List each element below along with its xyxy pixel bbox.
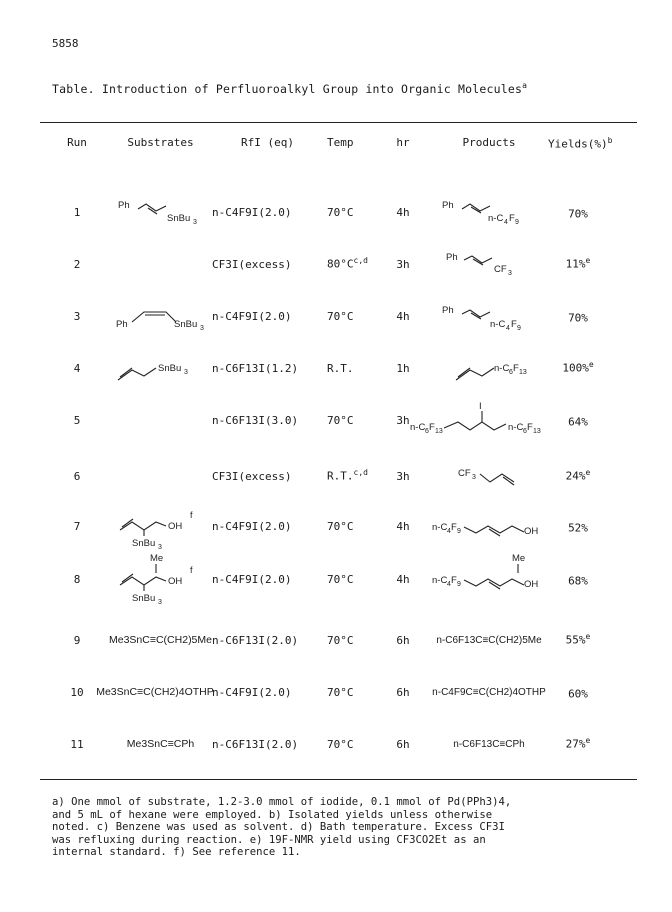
table-row — [0, 300, 672, 334]
hr-value: 6h — [396, 738, 410, 751]
svg-text:6: 6 — [523, 428, 527, 435]
yield-text: 70% — [568, 207, 588, 221]
svg-text:3: 3 — [472, 474, 476, 481]
temp-value — [327, 468, 397, 483]
rfi-value: n-C4F9I(2.0) — [212, 206, 292, 219]
svg-text:3: 3 — [184, 369, 188, 376]
svg-text:4: 4 — [506, 325, 510, 332]
yield-text: 70% — [568, 311, 588, 325]
svg-text:F: F — [509, 213, 515, 224]
run-number: 6 — [73, 470, 81, 483]
svg-text:n-C: n-C — [494, 363, 510, 374]
footnote-line: was refluxing during reaction. e) 19F-NMR yield using CF3CO2Et as an — [52, 833, 486, 846]
svg-text:13: 13 — [533, 428, 541, 435]
temp-value: 70°C — [327, 206, 354, 219]
yield-mark: e — [588, 360, 594, 369]
temp-value: 70°C — [327, 310, 354, 323]
product-structure — [438, 196, 550, 230]
yield-value — [548, 736, 608, 751]
svg-text:OH: OH — [168, 521, 183, 532]
svg-text:SnBu: SnBu — [174, 319, 198, 330]
rfi-value: n-C6F13I(2.0) — [212, 634, 299, 647]
header-yields-label: Yields(%) — [548, 137, 608, 151]
svg-text:13: 13 — [519, 369, 527, 376]
svg-text:6: 6 — [425, 428, 429, 435]
run-number: 11 — [70, 738, 84, 751]
hr-value: 6h — [396, 634, 410, 647]
substrate-structure — [112, 504, 216, 551]
product-formula: n-C4F9C≡C(CH2)4OTHP — [432, 687, 546, 698]
product-structure — [452, 352, 552, 386]
yield-text: 60% — [568, 687, 588, 701]
svg-text:9: 9 — [457, 528, 461, 535]
svg-text:Ph: Ph — [118, 200, 130, 211]
svg-text:n-C: n-C — [410, 422, 426, 433]
svg-text:Ph: Ph — [446, 252, 458, 263]
temp-value: R.T. — [327, 362, 354, 375]
header-temp: Temp — [327, 136, 354, 149]
temp-value: 70°C — [327, 634, 354, 647]
svg-text:SnBu: SnBu — [158, 363, 182, 374]
table-row — [0, 352, 672, 386]
temp-value: 70°C — [327, 414, 354, 427]
page-number: 5858 — [52, 37, 79, 50]
table-row — [0, 460, 672, 494]
temp-value: 70°C — [327, 573, 354, 586]
table-row — [0, 553, 672, 606]
product-structure — [430, 553, 550, 597]
temp-value: 70°C — [327, 686, 354, 699]
svg-text:F: F — [429, 422, 435, 433]
rfi-value: n-C4F9I(2.0) — [212, 573, 292, 586]
svg-text:SnBu: SnBu — [167, 213, 191, 224]
substrate-formula: Me3SnC≡C(CH2)4OTHP — [96, 686, 214, 698]
svg-text:n-C: n-C — [432, 522, 448, 533]
rfi-value: n-C6F13I(2.0) — [212, 738, 299, 751]
svg-text:Me: Me — [150, 553, 164, 564]
yield-mark: e — [585, 256, 591, 265]
yield-value — [548, 468, 608, 483]
svg-text:Ph: Ph — [442, 200, 454, 211]
temp-value: 70°C — [327, 520, 354, 533]
yield-text: 11% — [565, 257, 586, 271]
svg-text:3: 3 — [158, 599, 162, 606]
svg-text:f: f — [190, 565, 193, 575]
hr-value: 6h — [396, 686, 410, 699]
footnote-line: a) One mmol of substrate, 1.2-3.0 mmol of iodide, 0.1 mmol of Pd(PPh3)4, — [52, 796, 512, 808]
run-number: 5 — [73, 414, 81, 427]
svg-text:4: 4 — [504, 219, 508, 226]
svg-text:9: 9 — [515, 219, 519, 226]
yield-value — [548, 632, 608, 647]
svg-text:Ph: Ph — [116, 319, 128, 330]
header-yields — [548, 136, 612, 151]
svg-text:n-C: n-C — [432, 575, 448, 586]
substrate-formula: Me3SnC≡C(CH2)5Me — [109, 634, 212, 646]
table-footnotes — [52, 796, 642, 859]
svg-text:3: 3 — [158, 544, 162, 551]
svg-text:Ph: Ph — [442, 305, 454, 316]
svg-text:3: 3 — [200, 325, 204, 332]
header-rfi: RfI (eq) — [241, 136, 294, 149]
table-row — [0, 510, 672, 551]
svg-text:Me: Me — [512, 553, 526, 564]
substrate-structure — [112, 352, 216, 386]
temp-text: R.T. — [327, 469, 354, 483]
header-hr: hr — [396, 136, 410, 149]
yield-value — [548, 686, 608, 701]
rfi-value: n-C6F13I(3.0) — [212, 414, 299, 427]
svg-text:4: 4 — [447, 581, 451, 588]
svg-text:n-C: n-C — [490, 319, 506, 330]
temp-mark: c,d — [353, 468, 368, 477]
header-substrates: Substrates — [127, 136, 194, 149]
table-row — [0, 728, 672, 762]
yield-mark: e — [585, 736, 591, 745]
temp-mark: c,d — [353, 256, 368, 265]
table-row — [0, 624, 672, 658]
hr-value: 3h — [396, 470, 410, 483]
svg-text:6: 6 — [509, 369, 513, 376]
temp-value: 70°C — [327, 738, 354, 751]
yield-value — [548, 573, 608, 588]
svg-text:OH: OH — [524, 579, 539, 590]
svg-text:3: 3 — [508, 270, 512, 277]
substrate-structure — [112, 196, 216, 230]
svg-text:SnBu: SnBu — [132, 538, 156, 549]
table-bottom-rule — [40, 779, 637, 780]
hr-value: 1h — [396, 362, 410, 375]
svg-text:F: F — [451, 575, 457, 586]
svg-text:F: F — [527, 422, 533, 433]
svg-text:n-C: n-C — [508, 422, 524, 433]
svg-text:SnBu: SnBu — [132, 593, 156, 604]
svg-text:OH: OH — [168, 576, 183, 587]
table-row — [0, 676, 672, 710]
product-structure — [430, 510, 550, 544]
rfi-value: n-C6F13I(1.2) — [212, 362, 299, 375]
svg-text:OH: OH — [524, 526, 539, 537]
svg-text:n-C: n-C — [488, 213, 504, 224]
table-row — [0, 248, 672, 282]
run-number: 7 — [73, 520, 81, 533]
run-number: 3 — [73, 310, 81, 323]
product-structure — [438, 300, 550, 334]
hr-value: 4h — [396, 206, 410, 219]
run-number: 9 — [73, 634, 81, 647]
footnote-line: internal standard. f) See reference 11. — [52, 846, 301, 859]
table-top-rule — [40, 122, 637, 123]
svg-text:13: 13 — [435, 428, 443, 435]
yield-text: 52% — [568, 521, 588, 535]
temp-text: 80°C — [327, 257, 354, 271]
yield-mark: e — [585, 468, 591, 477]
rfi-value: n-C4F9I(2.0) — [212, 310, 292, 323]
product-formula: n-C6F13C≡C(CH2)5Me — [436, 635, 542, 646]
hr-value: 3h — [396, 258, 410, 271]
substrate-formula: Me3SnC≡CPh — [126, 738, 195, 750]
table-row — [0, 401, 672, 438]
footnote-line: noted. c) Benzene was used as solvent. d) Bath temperature. Excess CF3I — [52, 821, 505, 834]
yield-mark: e — [585, 632, 591, 641]
svg-text:CF: CF — [458, 468, 471, 479]
yield-text: 27% — [565, 737, 586, 751]
hr-value: 4h — [396, 573, 410, 586]
svg-text:CF: CF — [494, 264, 507, 275]
yield-value — [548, 360, 608, 375]
yield-value — [548, 520, 608, 535]
yield-text: 64% — [568, 415, 588, 429]
product-structure — [456, 460, 536, 494]
title-footnote-mark: a — [522, 81, 528, 90]
run-number: 8 — [73, 573, 81, 586]
yield-text: 68% — [568, 574, 588, 588]
run-number: 10 — [70, 686, 84, 699]
svg-text:I: I — [479, 401, 482, 412]
hr-value: 3h — [396, 414, 410, 427]
svg-text:F: F — [513, 363, 519, 374]
svg-text:9: 9 — [457, 581, 461, 588]
table-row — [0, 196, 672, 230]
product-structure — [442, 248, 542, 282]
yield-text: 100% — [562, 361, 589, 375]
yield-value — [548, 206, 608, 221]
product-formula: n-C6F13C≡CPh — [453, 739, 525, 750]
product-structure — [410, 400, 560, 440]
footnote-line: and 5 mL of hexane were employed. b) Isolated yields unless otherwise — [52, 808, 493, 821]
rfi-value: n-C4F9I(2.0) — [212, 686, 292, 699]
rfi-value: n-C4F9I(2.0) — [212, 520, 292, 533]
rfi-value: CF3I(excess) — [212, 258, 292, 271]
yield-text: 55% — [565, 633, 586, 647]
yield-value — [548, 256, 608, 271]
table-title — [52, 81, 527, 96]
rfi-value: CF3I(excess) — [212, 470, 292, 483]
svg-text:f: f — [190, 510, 193, 520]
table-title-text: Table. Introduction of Perfluoroalkyl Group into Organic Molecules — [52, 81, 523, 96]
substrate-structure — [112, 551, 216, 606]
run-number: 1 — [73, 206, 81, 219]
svg-text:9: 9 — [517, 325, 521, 332]
header-yields-mark: b — [607, 136, 613, 145]
svg-text:4: 4 — [447, 528, 451, 535]
svg-text:3: 3 — [193, 219, 197, 226]
header-products: Products — [462, 136, 516, 149]
hr-value: 4h — [396, 520, 410, 533]
svg-text:F: F — [511, 319, 517, 330]
yield-text: 24% — [565, 469, 586, 483]
temp-value — [327, 256, 397, 271]
run-number: 4 — [73, 362, 81, 375]
yield-value — [548, 414, 608, 429]
run-number: 2 — [73, 258, 81, 271]
substrate-structure — [108, 300, 218, 334]
hr-value: 4h — [396, 310, 410, 323]
header-run: Run — [67, 136, 87, 149]
yield-value — [548, 310, 608, 325]
svg-text:F: F — [451, 522, 457, 533]
